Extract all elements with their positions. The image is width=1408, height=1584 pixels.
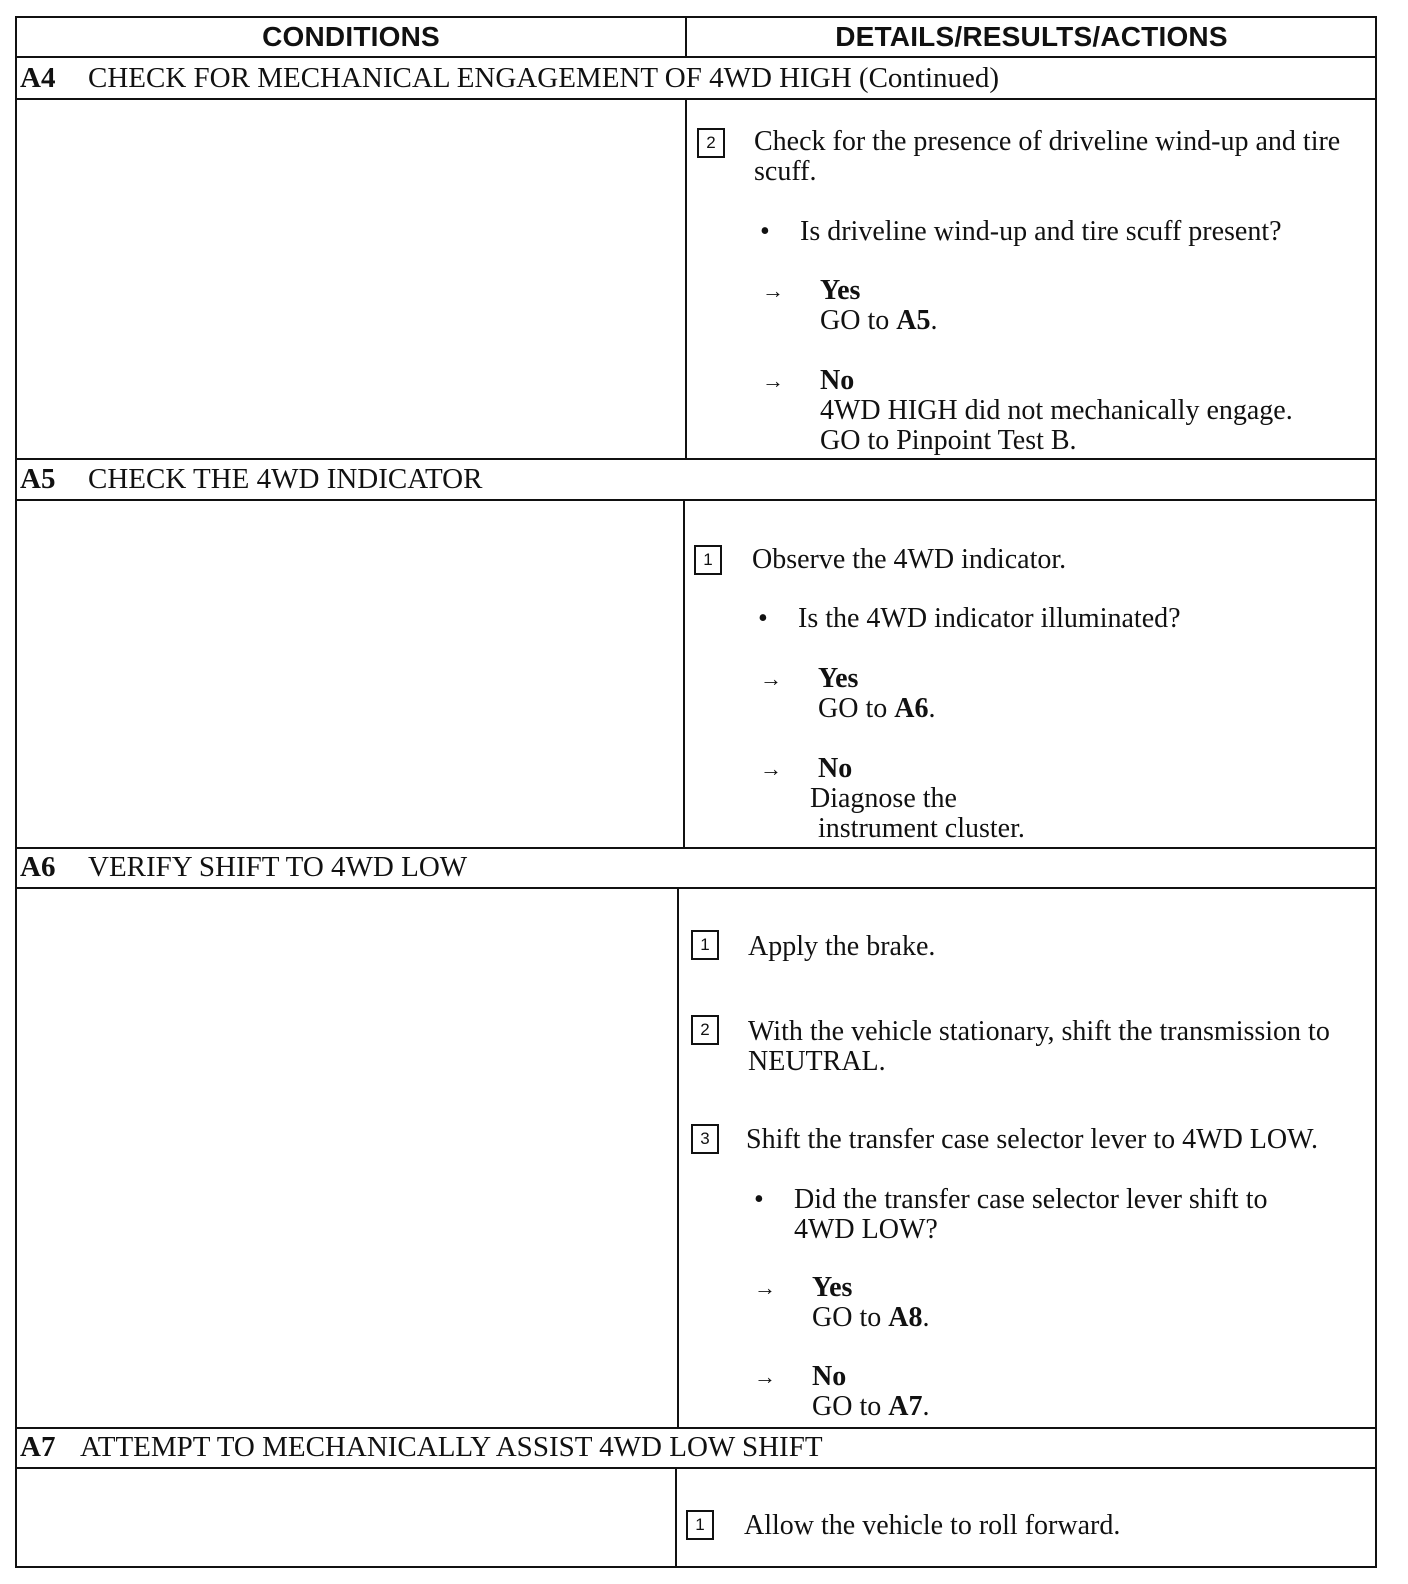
section-id: A4 <box>20 62 56 94</box>
step-number-box: 1 <box>691 930 719 960</box>
step-text: With the vehicle stationary, shift the transmission to NEUTRAL. <box>748 1016 1330 1077</box>
section-a4-heading <box>20 62 999 95</box>
step-number-box: 1 <box>694 545 722 575</box>
answer-yes <box>820 276 937 336</box>
section-divider <box>15 499 1377 501</box>
section-title: VERIFY SHIFT TO 4WD LOW <box>88 851 468 883</box>
answer-label: Yes <box>820 275 861 306</box>
section-a7-heading <box>20 1431 823 1464</box>
section-id: A6 <box>20 851 56 883</box>
answer-action: GO to A6. <box>818 693 936 724</box>
bullet-icon: • <box>758 603 768 634</box>
arrow-right-icon: → <box>762 368 784 393</box>
answer-yes <box>812 1273 929 1333</box>
answer-action: Diagnose the <box>810 783 957 814</box>
answer-label: No <box>820 365 855 396</box>
step-text: Check for the presence of driveline wind-up and tire scuff. <box>754 126 1341 187</box>
answer-action: 4WD HIGH did not mechanically engage. <box>820 395 1293 426</box>
answer-action: GO to Pinpoint Test B. <box>820 425 1077 456</box>
question-text: Is driveline wind-up and tire scuff present? <box>800 216 1282 247</box>
column-divider <box>685 16 687 56</box>
section-divider <box>15 98 1377 100</box>
arrow-right-icon: → <box>760 666 782 691</box>
section-a6-heading <box>20 851 467 884</box>
column-divider <box>683 500 685 848</box>
section-divider <box>15 1467 1377 1469</box>
section-title: CHECK FOR MECHANICAL ENGAGEMENT OF 4WD HIGH (Continued) <box>88 62 1000 94</box>
header-divider <box>15 56 1377 58</box>
section-divider <box>15 1427 1377 1429</box>
step-number-box: 1 <box>686 1510 714 1540</box>
answer-no <box>812 1362 929 1422</box>
question-text: Did the transfer case selector lever shift to 4WD LOW? <box>794 1184 1268 1245</box>
section-id: A5 <box>20 463 56 495</box>
arrow-right-icon: → <box>754 1275 776 1300</box>
answer-action: GO to A5. <box>820 305 938 336</box>
column-divider <box>675 1468 677 1568</box>
column-divider <box>685 98 687 460</box>
arrow-right-icon: → <box>760 756 782 781</box>
answer-yes <box>818 664 935 724</box>
step-text: Apply the brake. <box>748 931 936 962</box>
step-text: Observe the 4WD indicator. <box>752 544 1067 575</box>
arrow-right-icon: → <box>762 278 784 303</box>
section-id: A7 <box>20 1431 56 1463</box>
answer-label: Yes <box>818 663 859 694</box>
section-divider <box>15 887 1377 889</box>
answer-label: No <box>812 1361 847 1392</box>
answer-action: GO to A7. <box>812 1391 930 1422</box>
diagnostic-table <box>15 16 1377 1568</box>
bullet-icon: • <box>754 1184 764 1215</box>
section-a5-heading <box>20 463 482 496</box>
answer-no <box>810 754 1025 844</box>
answer-label: No <box>818 753 853 784</box>
section-title: CHECK THE 4WD INDICATOR <box>88 463 483 495</box>
column-divider <box>677 888 679 1428</box>
answer-label: Yes <box>812 1272 853 1303</box>
section-title: ATTEMPT TO MECHANICALLY ASSIST 4WD LOW SHIFT <box>80 1431 823 1463</box>
arrow-right-icon: → <box>754 1364 776 1389</box>
section-divider <box>15 458 1377 460</box>
step-text: Allow the vehicle to roll forward. <box>744 1510 1121 1541</box>
step-number-box: 3 <box>691 1124 719 1154</box>
answer-action: instrument cluster. <box>818 813 1025 844</box>
answer-no <box>820 366 1293 456</box>
step-number-box: 2 <box>697 128 725 158</box>
header-details: DETAILS/RESULTS/ACTIONS <box>835 21 1228 52</box>
step-number-box: 2 <box>691 1015 719 1045</box>
bullet-icon: • <box>760 216 770 247</box>
question-text: Is the 4WD indicator illuminated? <box>798 603 1181 634</box>
step-text: Shift the transfer case selector lever to 4WD LOW. <box>746 1124 1318 1155</box>
answer-action: GO to A8. <box>812 1302 930 1333</box>
header-conditions: CONDITIONS <box>262 21 440 52</box>
section-divider <box>15 847 1377 849</box>
